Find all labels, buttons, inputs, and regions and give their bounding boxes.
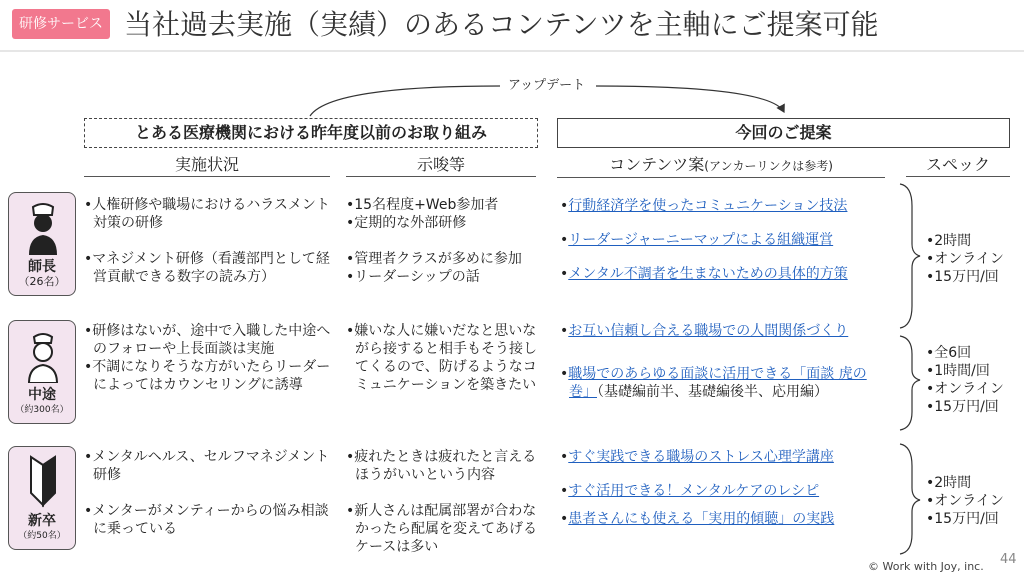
content-link[interactable]: リーダージャーニーマップによる組織運営 — [568, 232, 834, 248]
col-spec-heading: スペック — [906, 154, 1010, 177]
nurse-manager-icon — [27, 201, 59, 255]
content-link-item: •リーダージャーニーマップによる組織運営 — [560, 232, 834, 248]
copyright: © Work with Joy, inc. — [868, 560, 984, 573]
role-count: （約300名） — [15, 405, 69, 415]
col-suggest-heading: 示唆等 — [346, 154, 536, 177]
role-card-manager — [8, 192, 76, 296]
role-label: 中途 — [28, 387, 56, 403]
spec-item: •15万円/回 — [926, 269, 999, 285]
content-link[interactable]: 行動経済学を使ったコミュニケーション技法 — [568, 198, 848, 214]
content-link[interactable]: 職場でのあらゆる面談に活用できる「面談 虎の巻」 — [568, 366, 867, 400]
content-link-item: •患者さんにも使える「実用的傾聴」の実践 — [560, 511, 835, 527]
content-link[interactable]: メンタル不調者を生まないための具体的方策 — [568, 266, 848, 282]
suggest-item: •リーダーシップの話 — [346, 269, 480, 285]
status-cell — [84, 196, 334, 286]
col-content-heading — [557, 154, 885, 178]
nurse-icon — [27, 329, 59, 383]
spec-item: •15万円/回 — [926, 399, 999, 415]
spec-item: •15万円/回 — [926, 511, 999, 527]
content-link-item: •お互い信頼し合える職場での人間関係づくり — [560, 323, 849, 339]
content-link-item: •すぐ活用できる！メンタルケアのレシピ — [560, 483, 820, 499]
role-count: （約50名） — [18, 531, 66, 541]
content-link[interactable]: すぐ実践できる職場のストレス心理学講座 — [568, 449, 834, 465]
suggest-item: •新人さんは配属部署が合わなかったら配属を変えてあげるケースは多い — [346, 503, 537, 555]
status-item: •不調になりそうな方がいたらリーダーによってはカウンセリングに誘導 — [84, 359, 331, 393]
spec-list — [926, 232, 1004, 286]
suggest-item: •疲れたときは疲れたと言えるほうがいいという内容 — [346, 449, 537, 483]
suggest-item: •15名程度+Web参加者 — [346, 197, 499, 213]
suggest-cell — [346, 322, 538, 394]
spec-item: •全6回 — [926, 345, 972, 361]
status-item: •研修はないが、途中で入職した中途へのフォローや上長面談は実施 — [84, 323, 331, 357]
status-item: •人権研修や職場におけるハラスメント対策の研修 — [84, 197, 330, 231]
previous-efforts-box: とある医療機関における昨年度以前のお取り組み — [84, 118, 538, 148]
role-card-new-grad — [8, 446, 76, 550]
spec-item: •2時間 — [926, 233, 972, 249]
content-link-item: •すぐ実践できる職場のストレス心理学講座 — [560, 449, 834, 465]
spec-item: •オンライン — [926, 251, 1004, 267]
update-label: アップデート — [508, 78, 586, 93]
spec-item: •オンライン — [926, 493, 1004, 509]
suggest-cell — [346, 196, 538, 286]
suggest-cell — [346, 448, 538, 556]
col-status-heading: 実施状況 — [84, 154, 330, 177]
header-divider — [0, 50, 1024, 52]
content-link[interactable]: お互い信頼し合える職場での人間関係づくり — [568, 323, 849, 339]
spec-list — [926, 344, 1004, 416]
role-label: 新卒 — [28, 513, 56, 529]
spec-item: •オンライン — [926, 381, 1004, 397]
category-badge: 研修サービス — [12, 9, 110, 39]
suggest-item: •嫌いな人に嫌いだなと思いながら接すると相手もそう接してくるので、防げるようなコミュニケーションを築きたい — [346, 323, 537, 393]
content-heading-label: コンテンツ案 — [609, 155, 705, 174]
role-count: （26名） — [18, 275, 66, 288]
status-cell — [84, 322, 334, 394]
content-link-item: •職場でのあらゆる面談に活用できる「面談 虎の巻」（基礎編前半、基礎編後半、応用編） — [560, 366, 867, 400]
page-number: 44 — [1000, 552, 1017, 567]
slide-header — [0, 0, 1024, 52]
spec-item: •2時間 — [926, 475, 972, 491]
role-label: 師長 — [28, 259, 56, 275]
suggest-item: •定期的な外部研修 — [346, 215, 467, 231]
role-card-mid-career — [8, 320, 76, 424]
content-heading-note: (アンカーリンクは参考) — [704, 159, 833, 173]
content-link[interactable]: 患者さんにも使える「実用的傾聴」の実践 — [568, 511, 835, 527]
status-item: •マネジメント研修（看護部門として経営貢献できる数字の読み方） — [84, 251, 330, 285]
spec-list — [926, 474, 1004, 528]
beginner-mark-icon — [27, 455, 59, 509]
status-cell — [84, 448, 334, 538]
suggest-item: •管理者クラスが多めに参加 — [346, 251, 522, 267]
status-item: •メンターがメンティーからの悩み相談に乗っている — [84, 503, 329, 537]
content-link-item: •メンタル不調者を生まないための具体的方策 — [560, 266, 848, 282]
content-link-note: （基礎編前半、基礎編後半、応用編） — [597, 384, 828, 400]
content-link-item: •行動経済学を使ったコミュニケーション技法 — [560, 198, 848, 214]
spec-item: •1時間/回 — [926, 363, 990, 379]
content-link[interactable]: すぐ活用できる！メンタルケアのレシピ — [568, 483, 820, 499]
slide-title: 当社過去実施（実績）のあるコンテンツを主軸にご提案可能 — [124, 8, 879, 41]
proposal-box: 今回のご提案 — [557, 118, 1010, 148]
status-item: •メンタルヘルス、セルフマネジメント研修 — [84, 449, 330, 483]
